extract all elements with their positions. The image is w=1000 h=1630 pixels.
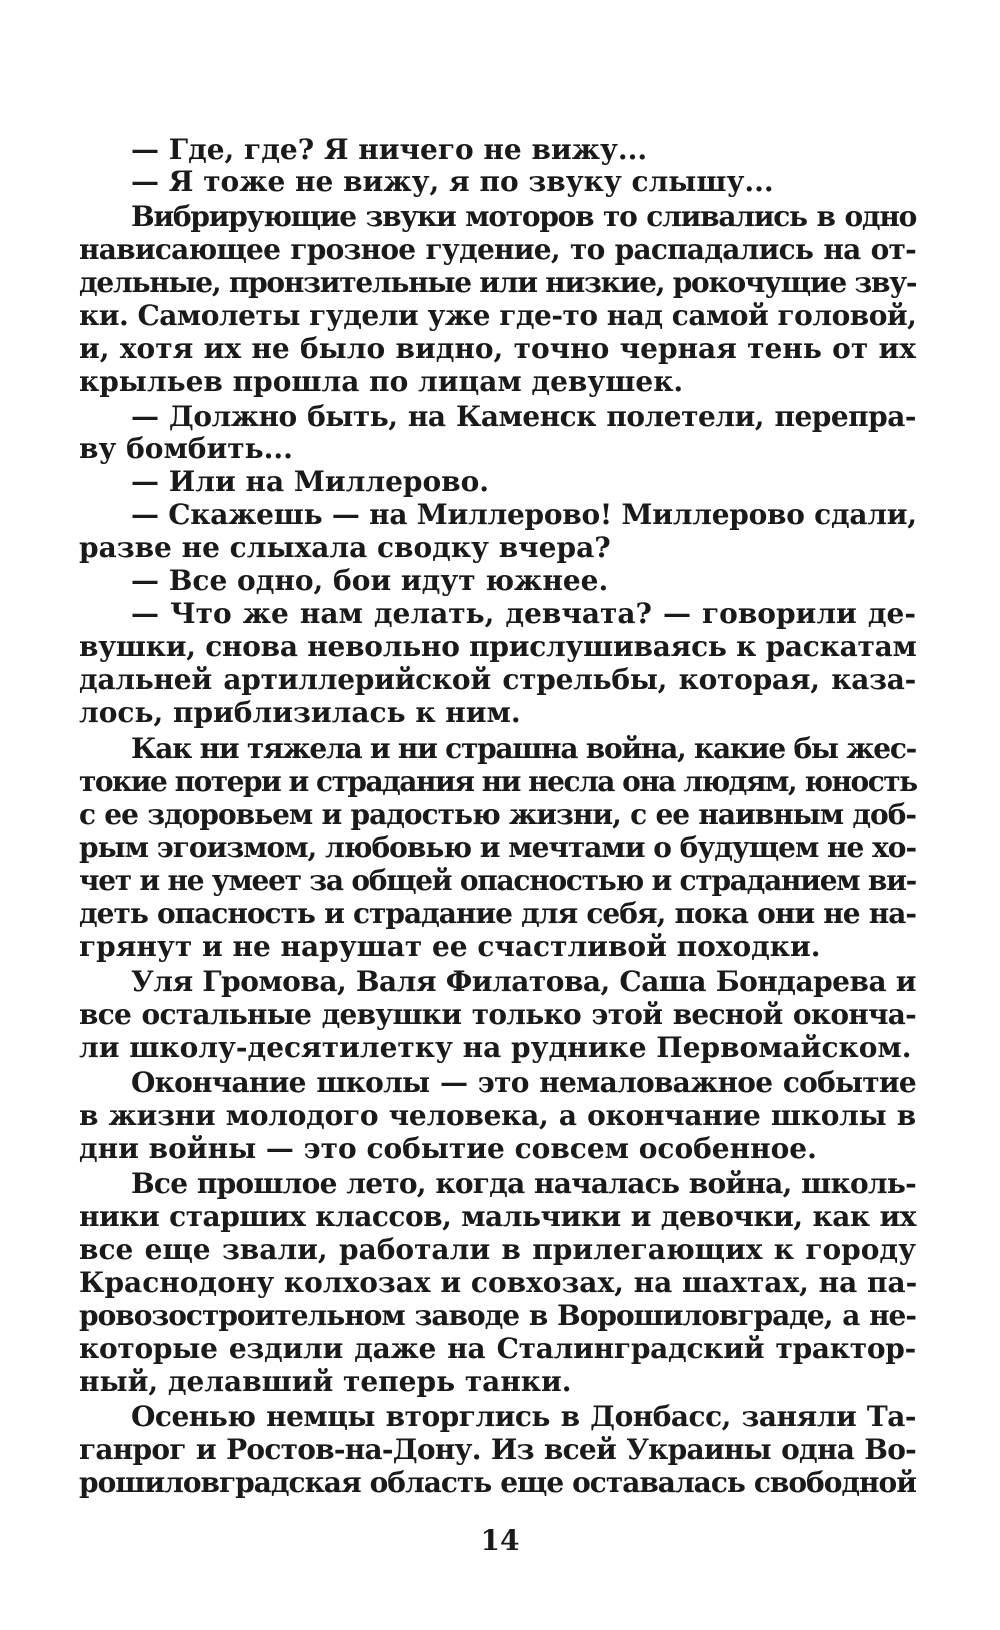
text-line: рошиловградская область еще оставалась свободной: [79, 1466, 916, 1499]
text-line: ву бомбить...: [79, 432, 293, 465]
text-line: дальней артиллерийской стрельбы, которая, каза-: [79, 663, 916, 696]
text-line: с ее здоровьем и радостью жизни, с ее наивным доб-: [79, 798, 916, 831]
text-line: ли школу-десятилетку на руднике Первомайском.: [79, 1031, 912, 1064]
text-line: — Я тоже не вижу, я по звуку слышу...: [131, 165, 774, 198]
text-line: все еще звали, работали в прилегающих к городу: [79, 1233, 916, 1266]
text-line: токие потери и страдания ни несла она людям, юность: [79, 765, 917, 798]
text-line: ники старших классов, мальчики и девочки, как их: [79, 1200, 916, 1233]
text-line: и, хотя их не было видно, точно черная тень от их: [79, 332, 916, 365]
text-line: грянут и не нарушат ее счастливой походки.: [79, 930, 821, 963]
text-line: деть опасность и страдание для себя, пока они не на-: [79, 897, 916, 930]
text-line: в жизни молодого человека, а окончание школы в: [79, 1099, 916, 1132]
text-line: — Должно быть, на Каменск полетели, перепра-: [131, 400, 916, 433]
text-line: ки. Самолеты гудели уже где-то над самой головой,: [79, 299, 917, 332]
page-number: 14: [480, 1524, 520, 1557]
text-line: дельные, пронзительные или низкие, рокочущие зву-: [79, 266, 917, 299]
text-line: которые ездили даже на Сталинградский трактор-: [79, 1332, 916, 1365]
text-line: — Скажешь — на Миллерово! Миллерово сдали,: [131, 498, 917, 531]
text-line: Все прошлое лето, когда началась война, школь-: [131, 1167, 916, 1200]
text-line: ный, делавший теперь танки.: [79, 1365, 572, 1398]
text-line: Окончание школы — это немаловажное событие: [131, 1066, 916, 1099]
text-line: нависающее грозное гудение, то распадались на от-: [79, 233, 916, 266]
text-line: ганрог и Ростов-на-Дону. Из всей Украины одна Во-: [79, 1433, 916, 1466]
text-line: ровозостроительном заводе в Ворошиловграде, а не-: [79, 1299, 916, 1332]
text-line: — Все одно, бои идут южнее.: [131, 564, 609, 597]
text-line: — Что же нам делать, девчата? — говорили де-: [131, 597, 916, 630]
text-line: крыльев прошла по лицам девушек.: [79, 365, 684, 398]
text-line: все остальные девушки только этой весной оконча-: [79, 998, 916, 1031]
text-line: — Или на Миллерово.: [131, 465, 490, 498]
text-line: разве не слыхала сводку вчера?: [79, 531, 611, 564]
text-line: Вибрирующие звуки моторов то сливались в одно: [131, 200, 916, 233]
text-line: Осенью немцы вторглись в Донбасс, заняли Та-: [131, 1400, 916, 1433]
text-line: вушки, снова невольно прислушиваясь к раскатам: [79, 630, 917, 663]
text-line: Как ни тяжела и ни страшна война, какие бы жес-: [131, 732, 916, 765]
text-line: Краснодону колхозах и совхозах, на шахтах, на па-: [79, 1266, 918, 1299]
text-line: рым эгоизмом, любовью и мечтами о будущем не хо-: [79, 831, 917, 864]
text-line: чет и не умеет за общей опасностью и страданием ви-: [79, 864, 916, 897]
text-line: дни войны — это событие совсем особенное.: [79, 1132, 817, 1165]
text-line: Уля Громова, Валя Филатова, Саша Бондарева и: [131, 965, 916, 998]
text-line: — Где, где? Я ничего не вижу...: [131, 133, 648, 166]
text-line: лось, приблизилась к ним.: [79, 696, 521, 729]
